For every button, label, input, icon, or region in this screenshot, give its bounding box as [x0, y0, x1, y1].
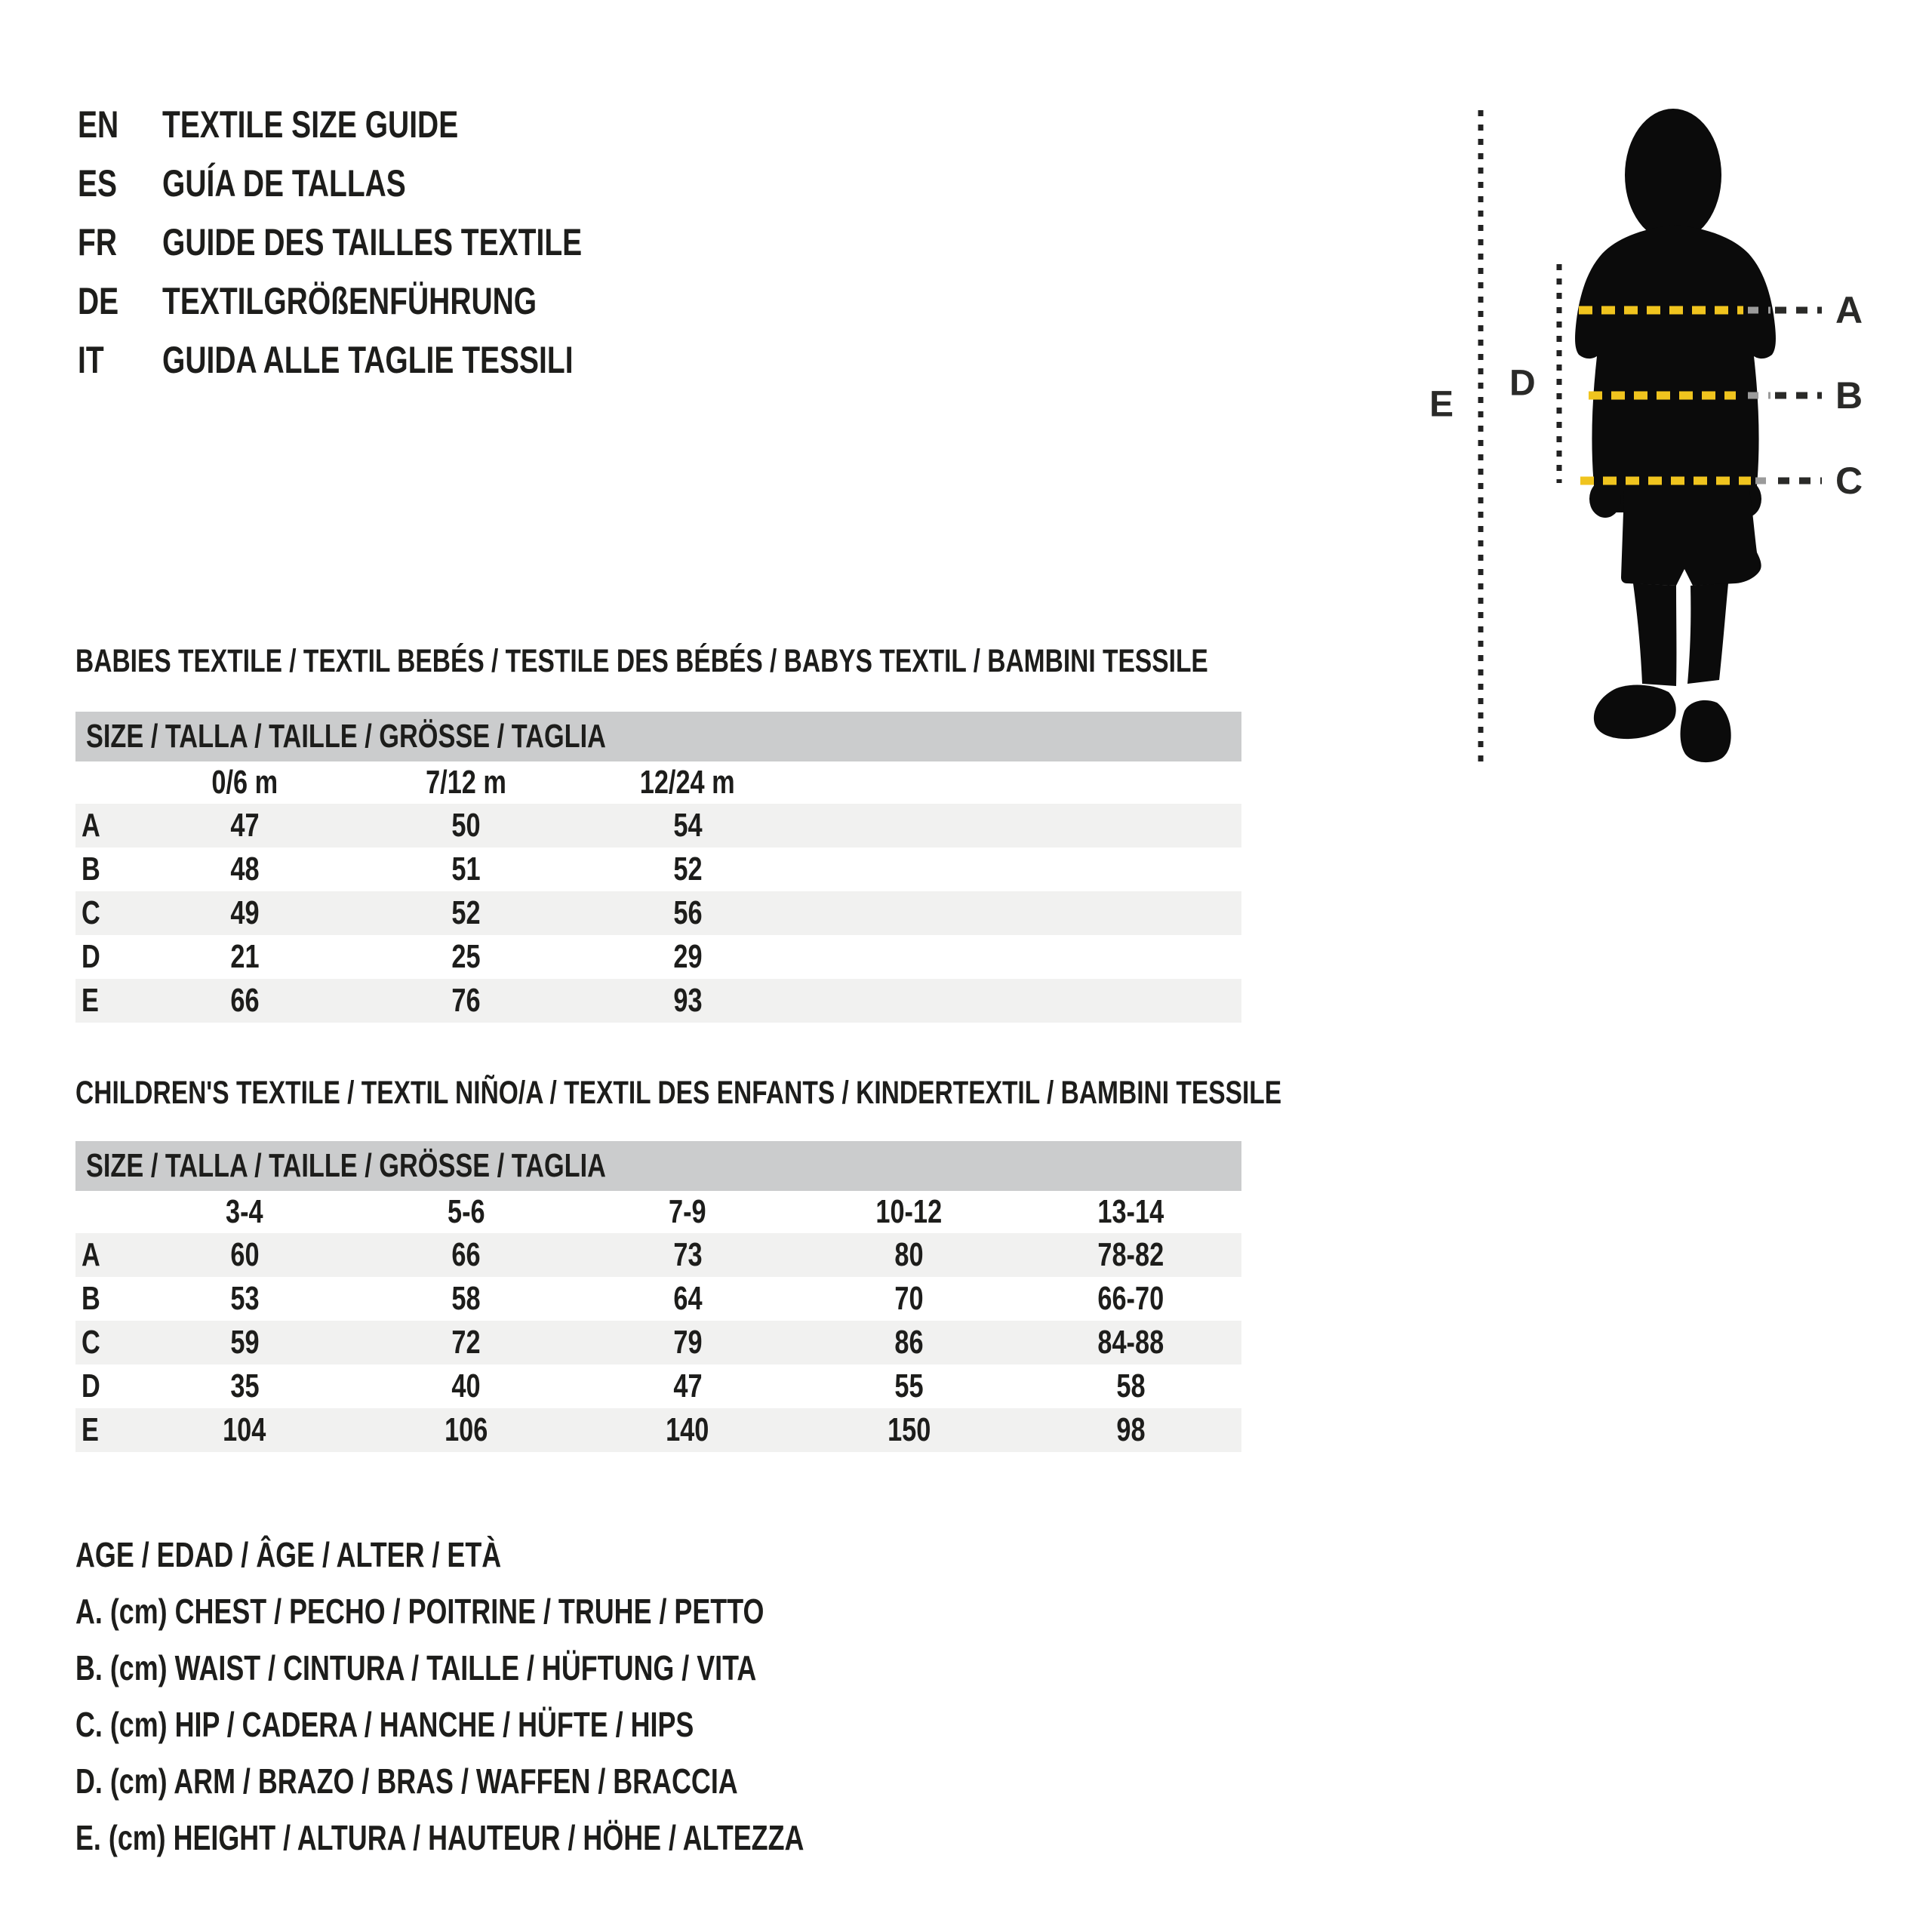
- size-value-cell: 29: [673, 938, 703, 975]
- lang-code: FR: [78, 221, 117, 263]
- size-value-cell: 59: [229, 1324, 260, 1361]
- language-title-list: [78, 95, 700, 389]
- size-value-cell: 56: [673, 894, 703, 931]
- lang-title: TEXTILGRÖßENFÜHRUNG: [162, 280, 537, 322]
- size-header-band: SIZE / TALLA / TAILLE / GRÖSSE / TAGLIA: [75, 712, 1241, 761]
- table-row: [75, 979, 1241, 1023]
- size-value-cell: 66: [229, 982, 260, 1019]
- children-size-table: [75, 1141, 1241, 1452]
- table-row: [75, 1277, 1241, 1321]
- lang-row-es: [78, 154, 700, 213]
- figure-label-e: E: [1429, 384, 1454, 425]
- measurement-legend: [75, 1526, 1010, 1866]
- column-header: 7-9: [669, 1193, 706, 1230]
- row-label: E: [82, 982, 99, 1019]
- size-value-cell: 52: [673, 851, 703, 888]
- lang-code: IT: [78, 339, 104, 381]
- size-value-cell: 48: [229, 851, 260, 888]
- size-value-cell: 54: [673, 807, 703, 844]
- size-value-cell: 53: [229, 1280, 260, 1317]
- lang-title: TEXTILE SIZE GUIDE: [162, 103, 459, 146]
- size-value-cell: 70: [894, 1280, 924, 1317]
- child-silhouette: [1575, 109, 1776, 762]
- column-header: 5-6: [447, 1193, 485, 1230]
- size-value-cell: 40: [451, 1367, 481, 1404]
- lang-title: GUIDA ALLE TAGLIE TESSILI: [162, 339, 574, 381]
- size-value-cell: 73: [673, 1236, 703, 1273]
- row-label: A: [82, 807, 100, 844]
- size-value-cell: 86: [894, 1324, 924, 1361]
- figure-label-c: C: [1835, 460, 1863, 502]
- size-value-cell: 58: [451, 1280, 481, 1317]
- size-value-cell: 93: [673, 982, 703, 1019]
- size-header-band: SIZE / TALLA / TAILLE / GRÖSSE / TAGLIA: [75, 1141, 1241, 1191]
- lang-code: DE: [78, 280, 119, 322]
- table-row: [75, 1408, 1241, 1452]
- legend-line-height: E. (cm) HEIGHT / ALTURA / HAUTEUR / HÖHE / ALTEZZA: [75, 1817, 804, 1857]
- size-value-cell: 60: [229, 1236, 260, 1273]
- size-value-cell: 66: [451, 1236, 481, 1273]
- lang-title: GUIDE DES TAILLES TEXTILE: [162, 221, 583, 263]
- figure-label-d: D: [1509, 363, 1536, 404]
- size-value-cell: 140: [666, 1411, 709, 1448]
- table-row: [75, 1364, 1241, 1408]
- column-header-row: [75, 761, 1241, 804]
- size-value-cell: 78-82: [1097, 1236, 1164, 1273]
- size-value-cell: 106: [444, 1411, 488, 1448]
- size-value-cell: 35: [229, 1367, 260, 1404]
- size-value-cell: 104: [223, 1411, 266, 1448]
- row-label: B: [82, 851, 100, 888]
- figure-label-a: A: [1835, 289, 1863, 331]
- column-header: 7/12 m: [426, 764, 506, 801]
- row-label: C: [82, 894, 100, 931]
- size-value-cell: 79: [673, 1324, 703, 1361]
- row-label: D: [82, 938, 100, 975]
- babies-size-table: [75, 712, 1241, 1023]
- legend-line-arm: D. (cm) ARM / BRAZO / BRAS / WAFFEN / BRACCIA: [75, 1761, 738, 1801]
- size-figure: [1419, 45, 1932, 815]
- row-label: C: [82, 1324, 100, 1361]
- size-value-cell: 66-70: [1097, 1280, 1164, 1317]
- column-header: 12/24 m: [640, 764, 736, 801]
- column-header: 3-4: [226, 1193, 263, 1230]
- size-value-cell: 51: [451, 851, 481, 888]
- size-value-cell: 49: [229, 894, 260, 931]
- column-header: 13-14: [1097, 1193, 1164, 1230]
- children-section-title: CHILDREN'S TEXTILE / TEXTIL NIÑO/A / TEXTIL DES ENFANTS / KINDERTEXTIL / BAMBINI TESSILE: [75, 1075, 1282, 1111]
- lang-title: GUÍA DE TALLAS: [162, 162, 406, 205]
- size-value-cell: 25: [451, 938, 481, 975]
- legend-line-age: AGE / EDAD / ÂGE / ALTER / ETÀ: [75, 1534, 502, 1574]
- lang-row-en: [78, 95, 700, 154]
- column-header: 10-12: [875, 1193, 943, 1230]
- size-value-cell: 64: [673, 1280, 703, 1317]
- row-label: D: [82, 1367, 100, 1404]
- babies-section-title: BABIES TEXTILE / TEXTIL BEBÉS / TESTILE DES BÉBÉS / BABYS TEXTIL / BAMBINI TESSILE: [75, 643, 1208, 679]
- size-value-cell: 76: [451, 982, 481, 1019]
- table-row: [75, 848, 1241, 891]
- column-header-row: [75, 1191, 1241, 1233]
- size-value-cell: 55: [894, 1367, 924, 1404]
- size-value-cell: 150: [888, 1411, 931, 1448]
- size-value-cell: 72: [451, 1324, 481, 1361]
- table-row: [75, 935, 1241, 979]
- lang-row-it: [78, 331, 700, 389]
- row-label: E: [82, 1411, 99, 1448]
- size-value-cell: 84-88: [1097, 1324, 1164, 1361]
- row-label: B: [82, 1280, 100, 1317]
- legend-line-waist: B. (cm) WAIST / CINTURA / TAILLE / HÜFTUNG / VITA: [75, 1647, 757, 1687]
- legend-line-chest: A. (cm) CHEST / PECHO / POITRINE / TRUHE / PETTO: [75, 1591, 764, 1631]
- lang-row-fr: [78, 213, 700, 272]
- figure-label-b: B: [1835, 374, 1863, 417]
- size-value-cell: 47: [229, 807, 260, 844]
- size-value-cell: 47: [673, 1367, 703, 1404]
- size-value-cell: 50: [451, 807, 481, 844]
- size-value-cell: 80: [894, 1236, 924, 1273]
- size-value-cell: 52: [451, 894, 481, 931]
- row-label: A: [82, 1236, 100, 1273]
- size-value-cell: 58: [1116, 1367, 1146, 1404]
- legend-line-hip: C. (cm) HIP / CADERA / HANCHE / HÜFTE / HIPS: [75, 1704, 694, 1744]
- lang-code: EN: [78, 103, 119, 146]
- table-row: [75, 1233, 1241, 1277]
- lang-row-de: [78, 272, 700, 331]
- table-row: [75, 891, 1241, 935]
- table-row: [75, 804, 1241, 848]
- column-header: 0/6 m: [211, 764, 278, 801]
- size-value-cell: 21: [229, 938, 260, 975]
- size-value-cell: 98: [1116, 1411, 1146, 1448]
- lang-code: ES: [78, 162, 118, 205]
- table-row: [75, 1321, 1241, 1364]
